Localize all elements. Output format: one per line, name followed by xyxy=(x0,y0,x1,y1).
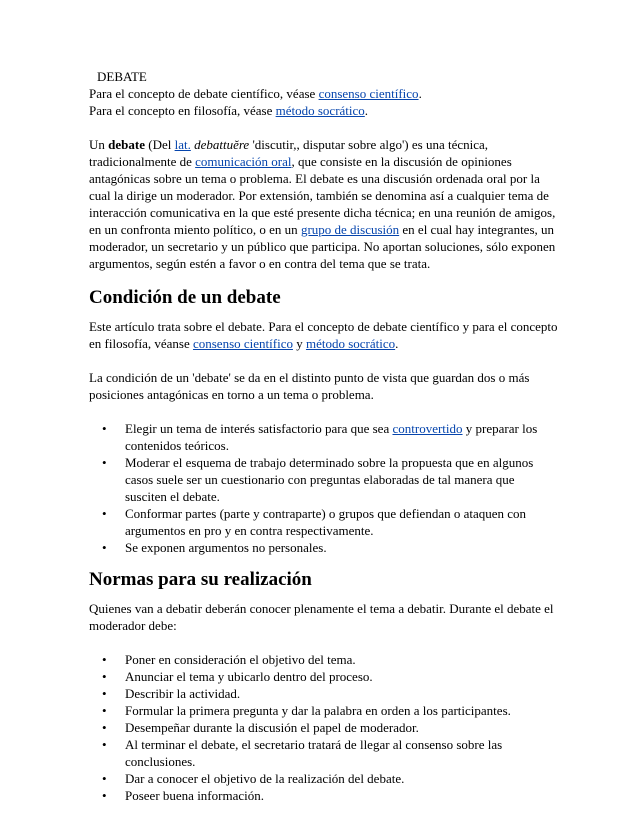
text: (Del xyxy=(144,137,175,152)
text: , que consiste en la discusión de opiniones antagónicas sobre un tema o problema. El debate es una discusión ordenada oral por la cual la dirige un moderador. Por extensión, también se denomina así a cualquier tema de interacción comunicativa en la que esté presente dicha técnica; en una reunión de amigos, en un confronta miento político, o en un xyxy=(89,154,556,237)
text: y preparar los contenidos teóricos. xyxy=(125,421,538,453)
latin-term: debattuĕre xyxy=(194,137,250,152)
condition-list xyxy=(89,420,559,556)
link-metodo-socratico-2[interactable]: método socrático xyxy=(305,336,396,351)
list-item: • Se exponen argumentos no personales. xyxy=(89,539,559,556)
intro-paragraph xyxy=(89,136,559,272)
bold-term: debate xyxy=(108,137,145,152)
list-item: • Describir la actividad. xyxy=(89,685,559,702)
link-consenso-cientifico[interactable]: consenso científico xyxy=(318,86,419,101)
list-item: • Conformar partes (parte y contraparte) o grupos que defiendan o ataquen con argumentos en pro y en contra respectivamente. xyxy=(89,505,559,539)
text: . xyxy=(418,86,422,101)
section1-paragraph-1 xyxy=(89,318,559,352)
section-heading-condicion: Condición de un debate xyxy=(89,287,281,308)
list-item: • Desempeñar durante la discusión el papel de moderador. xyxy=(89,719,559,736)
text: 'discutir,, disputar sobre algo') es una técnica, tradicionalmente de xyxy=(89,137,489,169)
disambiguation-line-1 xyxy=(89,85,559,102)
link-grupo-de-discusion[interactable]: grupo de discusión xyxy=(300,222,400,237)
section-heading-normas: Normas para su realización xyxy=(89,569,312,590)
norms-list xyxy=(89,651,559,804)
document-page xyxy=(89,68,559,804)
text: Un xyxy=(89,137,109,152)
text: Este artículo trata sobre el debate. Para el concepto de debate científico y para el concepto en filosofía, véanse xyxy=(89,319,558,351)
link-lat[interactable]: lat. xyxy=(174,137,191,152)
list-item: • Anunciar el tema y ubicarlo dentro del proceso. xyxy=(89,668,559,685)
link-metodo-socratico[interactable]: método socrático xyxy=(275,103,365,118)
text: . xyxy=(395,336,399,351)
text: Para el concepto de debate científico, véase xyxy=(89,86,319,101)
list-item xyxy=(89,420,559,454)
list-item: • Poseer buena información. xyxy=(89,787,559,804)
list-item: • Dar a conocer el objetivo de la realización del debate. xyxy=(89,770,559,787)
list-item: • Poner en consideración el objetivo del tema. xyxy=(89,651,559,668)
list-item: • Formular la primera pregunta y dar la palabra en orden a los participantes. xyxy=(89,702,559,719)
list-item: • Al terminar el debate, el secretario tratará de llegar al consenso sobre las conclusiones. xyxy=(89,736,559,770)
link-comunicacion-oral[interactable]: comunicación oral xyxy=(195,154,292,169)
document-title: DEBATE xyxy=(97,69,147,84)
text: y xyxy=(292,336,306,351)
disambiguation-line-2 xyxy=(89,102,559,119)
text: Para el concepto en filosofía, véase xyxy=(89,103,276,118)
list-item: • Moderar el esquema de trabajo determinado sobre la propuesta que en algunos casos suele ser un cuestionario con preguntas elaboradas de tal manera que susciten el debate. xyxy=(89,454,559,505)
link-controvertido[interactable]: controvertido xyxy=(392,421,463,436)
section2-paragraph-1: Quienes van a debatir deberán conocer plenamente el tema a debatir. Durante el debate el moderador debe: xyxy=(89,601,554,633)
section1-paragraph-2: La condición de un 'debate' se da en el distinto punto de vista que guardan dos o más posiciones antagónicas en torno a un tema o problema. xyxy=(89,370,530,402)
link-consenso-cientifico-2[interactable]: consenso científico xyxy=(192,336,293,351)
text: en el cual hay integrantes, un moderador, un secretario y un público que participa. No aportan soluciones, sólo exponen argumentos, según estén a favor o en contra del tema que se trata. xyxy=(89,222,556,271)
text: . xyxy=(364,103,369,118)
text: Elegir un tema de interés satisfactorio para que sea xyxy=(125,421,393,436)
